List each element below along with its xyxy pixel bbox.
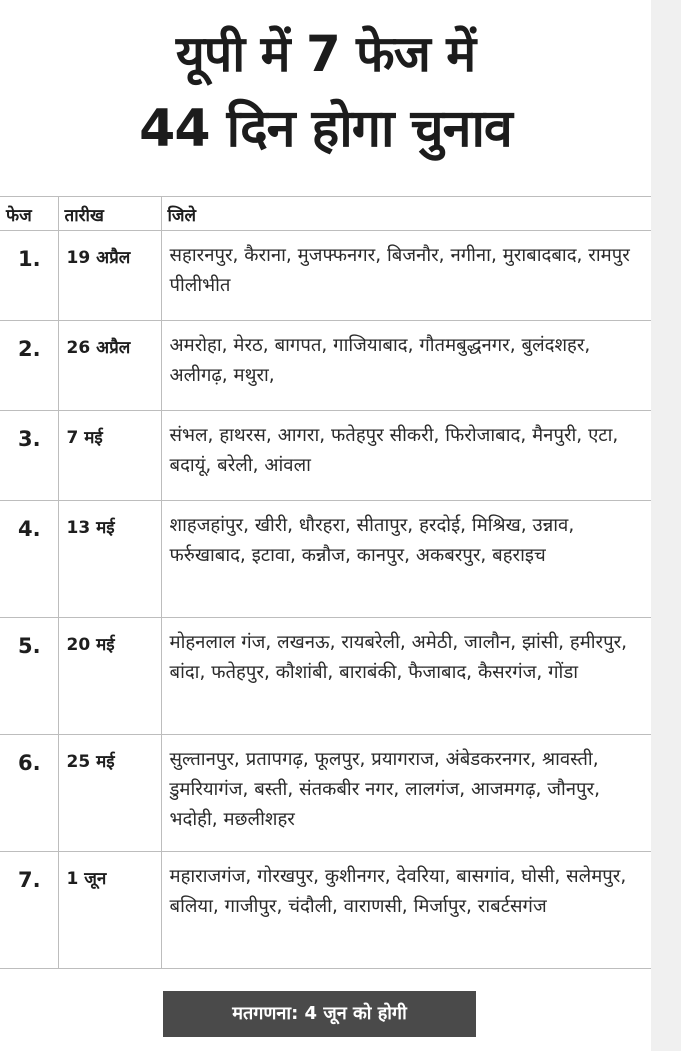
table-row — [0, 501, 651, 618]
phase-date: 26 अप्रैल — [58, 321, 161, 411]
phase-districts: महाराजगंज, गोरखपुर, कुशीनगर, देवरिया, बासगांव, घोसी, सलेमपुर, बलिया, गाजीपुर, चंदौली, वाराणसी, मिर्जापुर, राबर्टसगंज — [161, 852, 651, 969]
phase-date: 19 अप्रैल — [58, 231, 161, 321]
headline-line-2: 44 दिन होगा चुनाव — [139, 99, 512, 159]
phase-districts: शाहजहांपुर, खीरी, धौरहरा, सीतापुर, हरदोई, मिश्रिख, उन्नाव, फर्रुखाबाद, इटावा, कन्नौज, कानपुर, अकबरपुर, बहराइच — [161, 501, 651, 618]
table-row — [0, 852, 651, 969]
counting-date-banner: मतगणना: 4 जून को होगी — [163, 991, 476, 1037]
phase-date: 13 मई — [58, 501, 161, 618]
phase-districts: मोहनलाल गंज, लखनऊ, रायबरेली, अमेठी, जालौन, झांसी, हमीरपुर, बांदा, फतेहपुर, कौशांबी, बाराबंकी, फैजाबाद, कैसरगंज, गोंडा — [161, 618, 651, 735]
phase-number: 7. — [0, 852, 58, 969]
phase-number: 3. — [0, 411, 58, 501]
table-row — [0, 321, 651, 411]
table-row — [0, 618, 651, 735]
header-phase: फेज — [0, 197, 58, 231]
phase-date: 25 मई — [58, 735, 161, 852]
table-row — [0, 411, 651, 501]
phase-districts: सहारनपुर, कैराना, मुजफ्फनगर, बिजनौर, नगीना, मुराबादबाद, रामपुर पीलीभीत — [161, 231, 651, 321]
table-row — [0, 231, 651, 321]
phase-date: 1 जून — [58, 852, 161, 969]
headline-line-1: यूपी में 7 फेज में — [175, 25, 476, 83]
phase-number: 4. — [0, 501, 58, 618]
table-row — [0, 735, 651, 852]
phase-number: 1. — [0, 231, 58, 321]
phase-districts: संभल, हाथरस, आगरा, फतेहपुर सीकरी, फिरोजाबाद, मैनपुरी, एटा, बदायूं, बरेली, आंवला — [161, 411, 651, 501]
election-schedule-table — [0, 196, 651, 969]
header-date: तारीख — [58, 197, 161, 231]
phase-districts: सुल्तानपुर, प्रतापगढ़, फूलपुर, प्रयागराज, अंबेडकरनगर, श्रावस्ती, डुमरियागंज, बस्ती, संतकबीर नगर, लालगंज, आजमगढ़, जौनपुर, भदोही, मछलीशहर — [161, 735, 651, 852]
table-header-row — [0, 197, 651, 231]
page-edge — [651, 0, 681, 1051]
phase-date: 20 मई — [58, 618, 161, 735]
phase-number: 2. — [0, 321, 58, 411]
header-districts: जिले — [161, 197, 651, 231]
phase-number: 6. — [0, 735, 58, 852]
phase-date: 7 मई — [58, 411, 161, 501]
phase-number: 5. — [0, 618, 58, 735]
headline — [0, 18, 651, 168]
phase-districts: अमरोहा, मेरठ, बागपत, गाजियाबाद, गौतमबुद्धनगर, बुलंदशहर, अलीगढ़, मथुरा, — [161, 321, 651, 411]
